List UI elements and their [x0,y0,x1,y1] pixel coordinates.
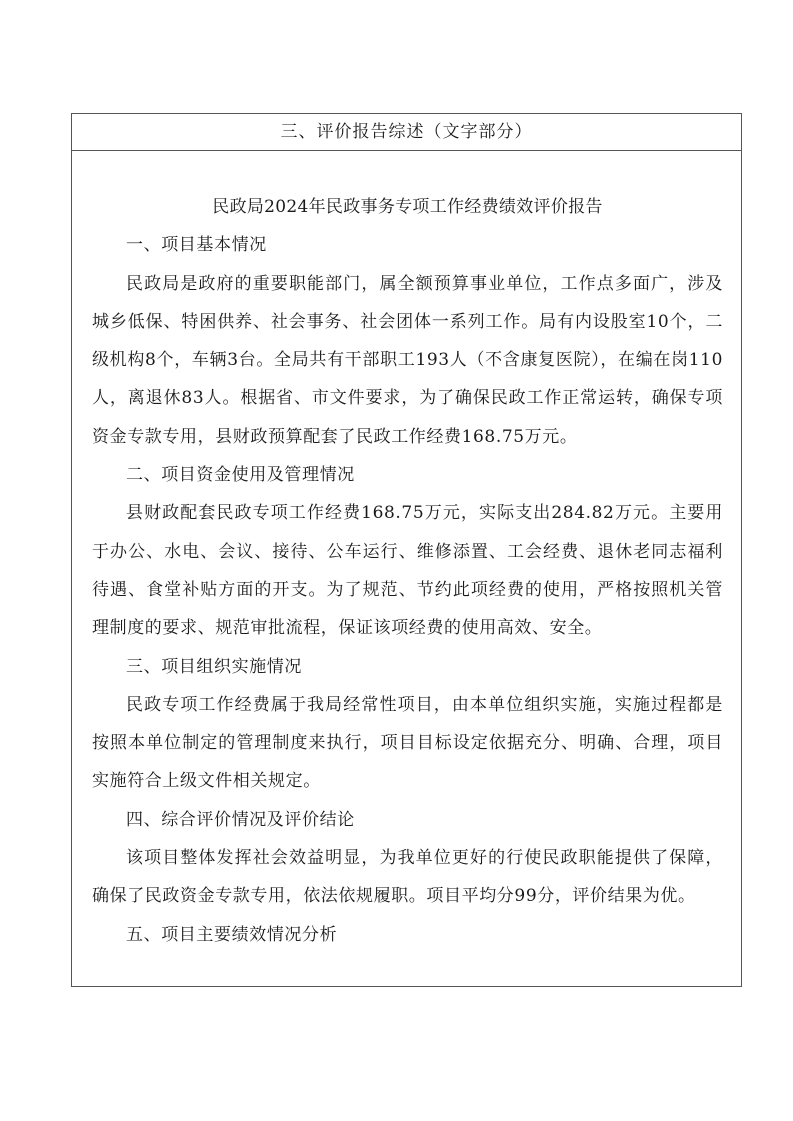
report-content [92,188,723,954]
section-heading-basic-info: 一、项目基本情况 [126,235,267,256]
section-heading-performance: 五、项目主要绩效情况分析 [126,924,338,945]
section-heading-evaluation: 四、综合评价情况及评价结论 [126,809,355,830]
section-title: 三、评价报告综述（文字部分） [72,114,741,151]
section-heading-fund-usage: 二、项目资金使用及管理情况 [126,465,355,486]
body-paragraph-evaluation: 该项目整体发挥社会效益明显，为我单位更好的行使民政职能提供了保障，确保了民政资金专款专用，依法依规履职。项目平均分99分，评价结果为优。 [92,848,723,907]
report-title: 民政局2024年民政事务专项工作经费绩效评价报告 [212,197,603,217]
body-paragraph-implementation: 民政专项工作经费属于我局经常性项目，由本单位组织实施，实施过程都是按照本单位制定的管理制度来执行，项目目标设定依据充分、明确、合理，项目实施符合上级文件相关规定。 [92,694,723,792]
body-paragraph-fund-usage: 县财政配套民政专项工作经费168.75万元，实际支出284.82万元。主要用于办公、水电、会议、接待、公车运行、维修添置、工会经费、退休老同志福利待遇、食堂补贴方面的开支。为了规范、节约此项经费的使用，严格按照机关管理制度的要求、规范审批流程，保证该项经费的使用高效、安全。 [92,503,723,639]
report-table-frame [71,113,742,987]
section-heading-implementation: 三、项目组织实施情况 [126,656,302,677]
body-paragraph-basic-info: 民政局是政府的重要职能部门，属全额预算事业单位，工作点多面广，涉及城乡低保、特困供养、社会事务、社会团体一系列工作。局有内设股室10个，二级机构8个，车辆3台。全局共有干部职工193人（不含康复医院），在编在岗110人，离退休83人。根据省、市文件要求，为了确保民政工作正常运转，确保专项资金专款专用，县财政预算配套了民政工作经费168.75万元。 [92,273,723,447]
